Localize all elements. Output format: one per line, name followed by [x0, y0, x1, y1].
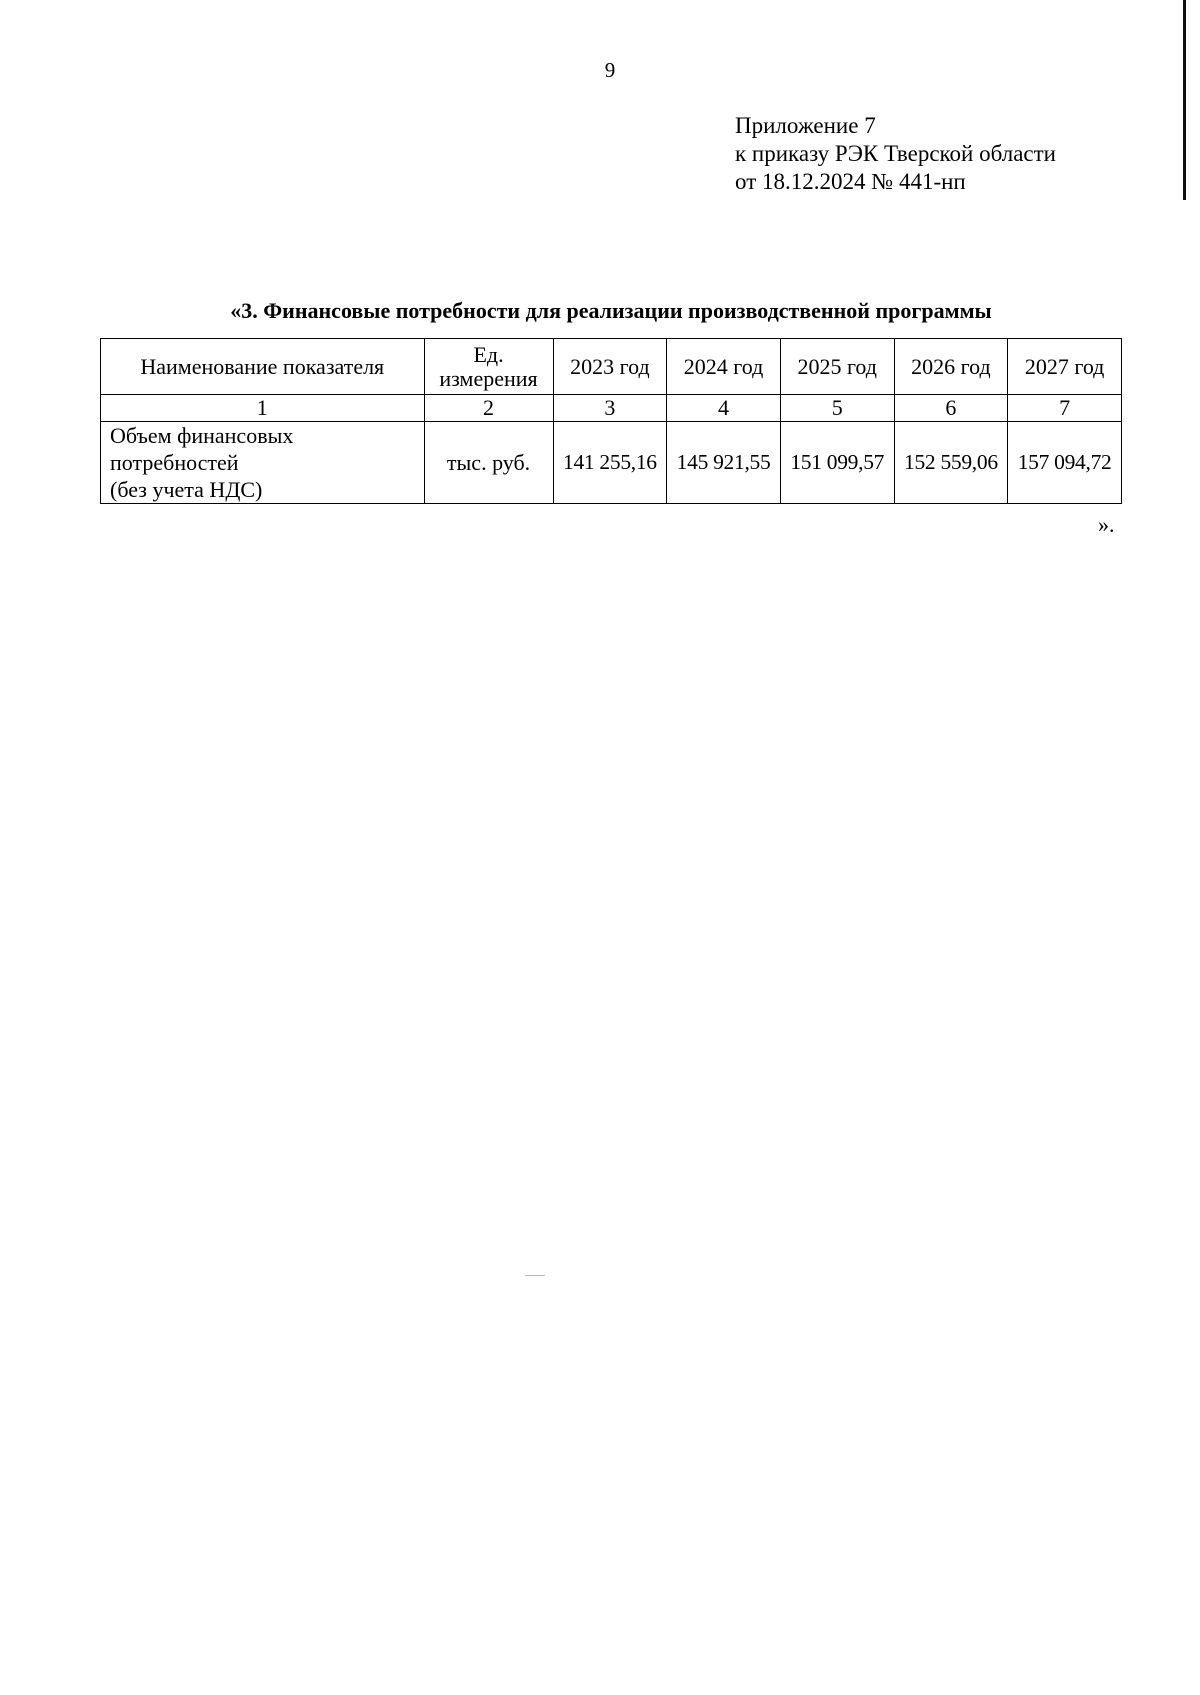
- indicator-name-line2: потребностей: [110, 450, 239, 475]
- column-number-row: [101, 395, 1122, 422]
- appendix-order-date: от 18.12.2024 № 441-нп: [735, 169, 966, 194]
- header-indicator-name: Наименование показателя: [101, 339, 425, 395]
- value-2026: 152 559,06: [894, 422, 1008, 504]
- page-number: 9: [604, 58, 616, 82]
- appendix-order-reference: к приказу РЭК Тверской области: [735, 141, 1056, 166]
- header-year-2026: 2026 год: [894, 339, 1008, 395]
- header-year-2023: 2023 год: [553, 339, 667, 395]
- header-unit-line1: Ед.: [473, 341, 504, 367]
- scan-edge-line: [1183, 0, 1186, 200]
- value-2027: 157 094,72: [1008, 422, 1122, 504]
- appendix-block: [735, 112, 1056, 196]
- column-number: 3: [553, 395, 667, 422]
- closing-quote: ».: [1098, 512, 1115, 537]
- header-year-2027: 2027 год: [1008, 339, 1122, 395]
- value-2023: 141 255,16: [553, 422, 667, 504]
- value-2024: 145 921,55: [667, 422, 781, 504]
- section-title: «3. Финансовые потребности для реализации производственной программы: [230, 298, 992, 323]
- header-unit-line2: измерения: [439, 365, 538, 391]
- appendix-title: Приложение 7: [735, 113, 876, 138]
- column-number: 7: [1008, 395, 1122, 422]
- column-number: 6: [894, 395, 1008, 422]
- financial-needs-table: [100, 338, 1122, 504]
- header-year-2024: 2024 год: [667, 339, 781, 395]
- indicator-name-line3: (без учета НДС): [110, 477, 263, 502]
- column-number: 2: [424, 395, 553, 422]
- column-number: 4: [667, 395, 781, 422]
- column-number: 1: [101, 395, 425, 422]
- scan-artifact-mark: [525, 1275, 545, 1276]
- header-year-2025: 2025 год: [780, 339, 894, 395]
- indicator-name-line1: Объем финансовых: [110, 423, 294, 448]
- header-unit: [424, 339, 553, 395]
- indicator-name-cell: [101, 422, 425, 504]
- unit-cell: тыс. руб.: [424, 422, 553, 504]
- value-2025: 151 099,57: [780, 422, 894, 504]
- table-row: [101, 422, 1122, 504]
- table-header-row: [101, 339, 1122, 395]
- column-number: 5: [780, 395, 894, 422]
